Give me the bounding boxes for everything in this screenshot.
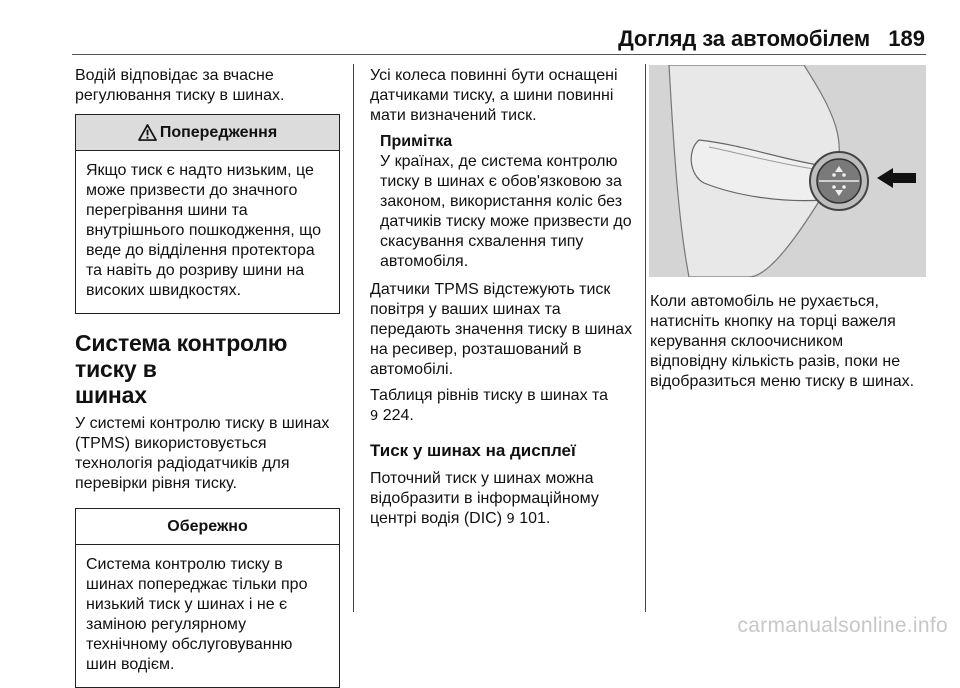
pressure-table-ref (370, 386, 640, 427)
column-3 (650, 292, 935, 392)
intro-paragraph: Водій відповідає за вчасне регулювання тиску в шинах. (75, 67, 285, 104)
page-header-title: Догляд за автомобілем (618, 26, 870, 51)
sensor-paragraph: Усі колеса повинні бути оснащені датчиками тиску, а шини повинні мати визначений тиск. (370, 67, 618, 124)
note-title: Примітка (380, 133, 453, 150)
page-ref-arrow-icon: 9 (370, 409, 379, 424)
caution-box-body: Система контролю тиску в шинах попереджає тільки про низький тиск у шинах і не є заміною регулярному технічному обслуговуванню шин водієм. (86, 556, 308, 673)
warning-box-header (76, 115, 339, 151)
caution-box-title: Обережно (167, 517, 248, 535)
display-text: Поточний тиск у шинах можна відобразити в інформаційному центрі водія (DIC) (370, 470, 599, 527)
wiper-stalk-drawing (649, 65, 926, 277)
warning-triangle-icon (138, 124, 157, 141)
note-body: У країнах, де система контролю тиску в шинах є обов'язковою за законом, використання коліс без датчиків тиску може призвести до скасування схвалення типу автомобіля. (380, 153, 632, 270)
caution-box (75, 508, 340, 688)
column-divider-2 (645, 64, 646, 612)
column-divider-1 (353, 64, 354, 612)
column-1 (75, 66, 340, 688)
subsection-title-display: Тиск у шинах на дисплеї (370, 441, 576, 460)
pressure-table-page[interactable]: 224. (382, 407, 414, 424)
warning-box-body: Якщо тиск є надто низьким, це може призвести до значного перегрівання шини та внутрішнього пошкодження, що веде до відділення протектора та навіть до розриву шини на високих швидкостях. (86, 162, 322, 299)
section-title-tpms: Система контролю тиску в шинах (75, 330, 288, 408)
display-paragraph (370, 469, 640, 530)
wiper-stalk-illustration (649, 65, 926, 277)
note-block (370, 132, 640, 272)
pressure-table-text: Таблиця рівнів тиску в шинах та (370, 387, 609, 404)
page-number: 189 (888, 26, 925, 51)
header-rule (72, 54, 926, 55)
warning-box-title: Попередження (159, 123, 278, 141)
tpms-sensors-paragraph: Датчики TPMS відстежують тиск повітря у ваших шинах та передають значення тиску в шинах на ресивер, розташований в автомобілі. (370, 281, 633, 378)
section-paragraph: У системі контролю тиску в шинах (TPMS) використовується технологія радіодатчиків для перевірки рівня тиску. (75, 415, 330, 492)
warning-box (75, 114, 340, 314)
wiper-instruction-paragraph: Коли автомобіль не рухається, натисніть кнопку на торці важеля керування склоочисником відповідну кількість разів, поки не відобразиться меню тиску в шинах. (650, 293, 915, 390)
column-2 (370, 66, 640, 530)
display-page[interactable]: 101. (519, 510, 551, 527)
page-ref-arrow-icon: 9 (506, 512, 515, 527)
caution-box-header (76, 509, 339, 545)
watermark: carmanualsonline.info (737, 614, 948, 637)
